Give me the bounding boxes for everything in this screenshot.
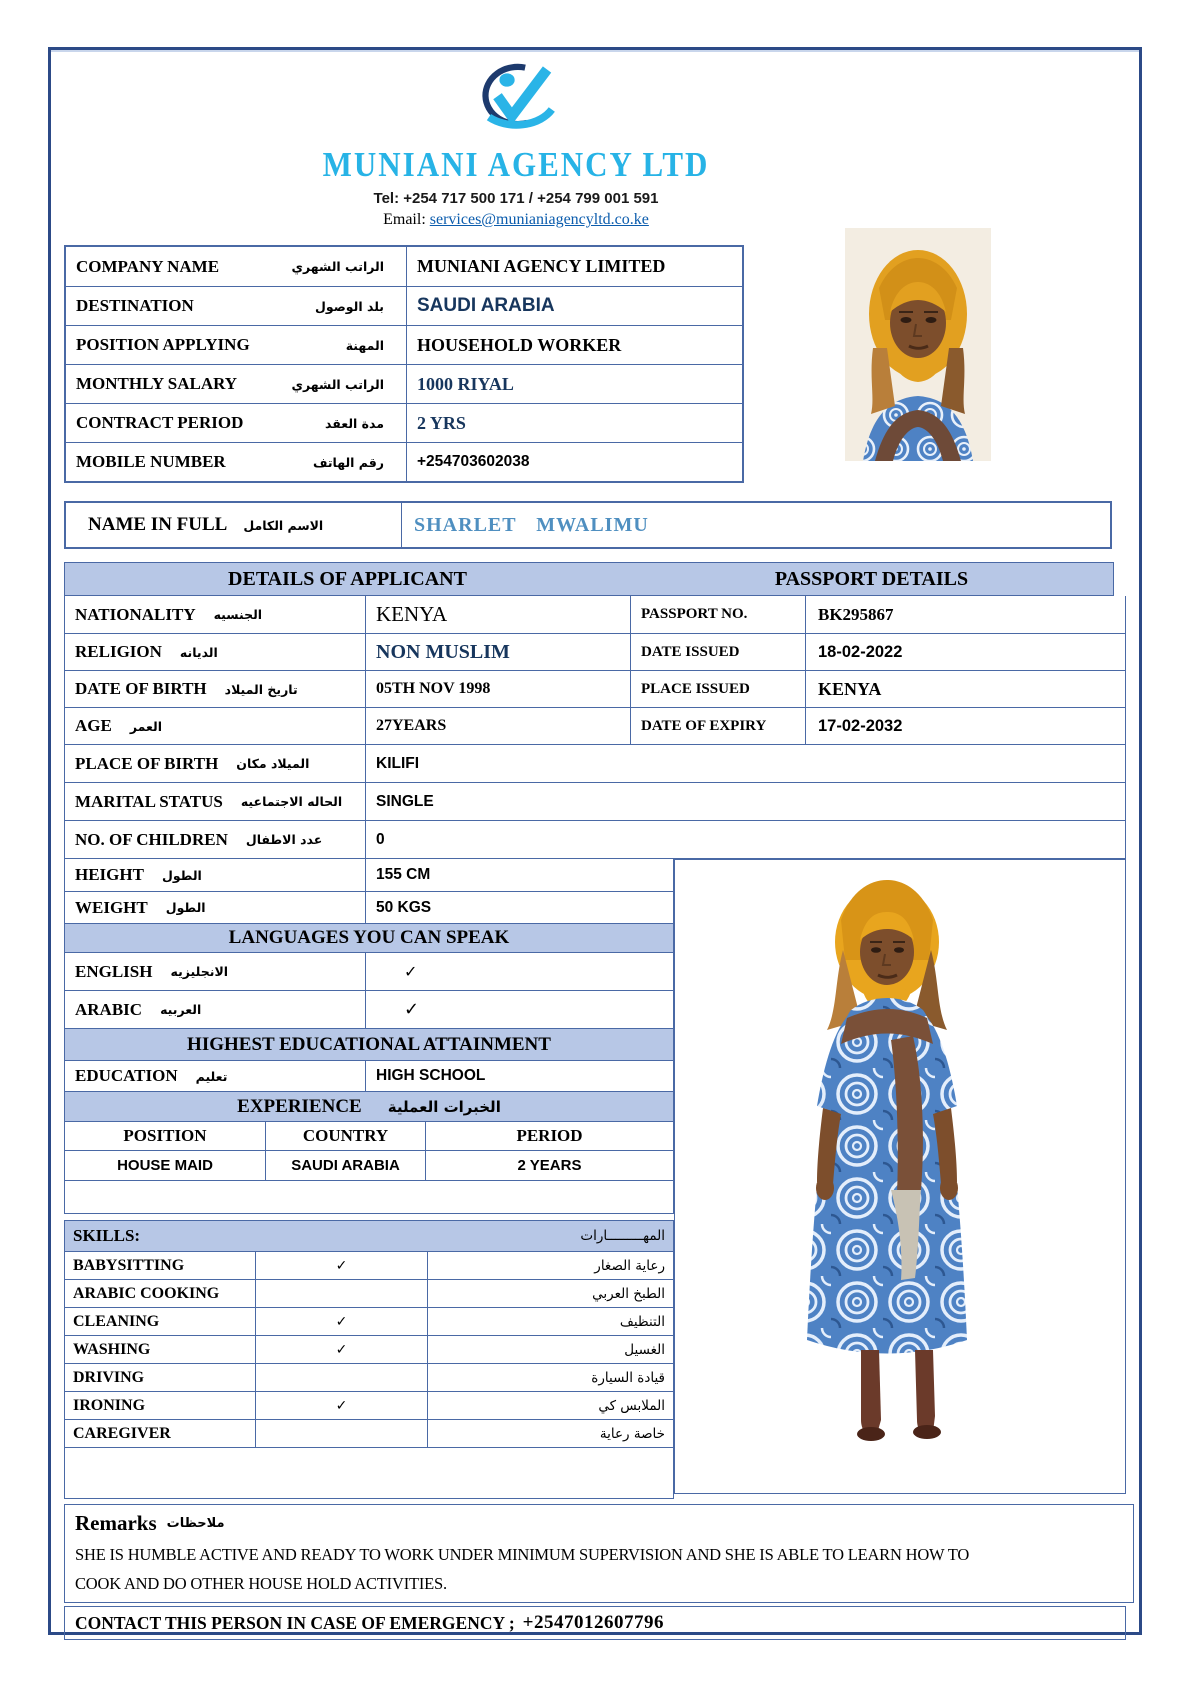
agency-header <box>291 60 741 229</box>
table-row <box>65 782 1125 820</box>
age-value: 27YEARS <box>365 708 630 744</box>
skill-label-arabic: الطبخ العربي <box>592 1285 665 1302</box>
nationality-value: KENYA <box>365 596 630 633</box>
field-label-arabic: الانجليزيه <box>170 964 229 979</box>
skills-title: SKILLS: <box>65 1221 427 1251</box>
table-row <box>65 596 1125 633</box>
field-label: NATIONALITY <box>75 604 196 624</box>
skill-label: DRIVING <box>73 1368 145 1386</box>
field-label: NAME IN FULL <box>88 514 228 535</box>
skill-row <box>65 1279 673 1307</box>
field-label: HEIGHT <box>75 865 144 884</box>
skill-label: WASHING <box>73 1340 151 1358</box>
section-title-passport: PASSPORT DETAILS <box>774 567 969 590</box>
skill-row <box>65 1307 673 1335</box>
date-issued-value: 18-02-2022 <box>805 634 1125 670</box>
education-value: HIGH SCHOOL <box>365 1061 673 1091</box>
skill-checkmark: ✓ <box>255 1252 427 1279</box>
field-label-arabic: الديانه <box>179 644 218 660</box>
passport-field-label: PLACE ISSUED <box>630 671 805 707</box>
experience-header-row <box>65 1121 673 1150</box>
field-label: POSITION APPLYING <box>76 335 250 354</box>
skill-label: BABYSITTING <box>73 1256 185 1274</box>
emergency-contact-label: CONTACT THIS PERSON IN CASE OF EMERGENCY ; <box>75 1612 515 1633</box>
table-row <box>66 442 742 481</box>
field-label-arabic: تعليم <box>195 1068 228 1084</box>
applicant-fullbody-photo-panel <box>674 859 1126 1494</box>
remarks-text-line2: COOK AND DO OTHER HOUSE HOLD ACTIVITIES. <box>75 1574 447 1593</box>
table-row <box>65 952 673 990</box>
experience-title-arabic: الخبرات العملية <box>387 1097 501 1116</box>
column-header-country: COUNTRY <box>265 1122 425 1150</box>
section-header-band <box>64 562 1114 596</box>
skill-checkmark: ✓ <box>255 1308 427 1335</box>
agency-logo-icon <box>468 60 563 140</box>
field-label-arabic: الطول <box>165 900 206 915</box>
skill-row <box>65 1363 673 1391</box>
agency-name: MUNIANI AGENCY LTD <box>322 144 710 185</box>
field-label: PLACE OF BIRTH <box>75 753 219 773</box>
lower-section <box>64 859 1126 1499</box>
applicant-passport-photo <box>845 228 991 461</box>
field-label-arabic: الراتب الشهري <box>291 376 384 392</box>
field-label-arabic: رقم الهاتف <box>312 454 384 470</box>
table-row <box>65 990 673 1028</box>
skill-label-arabic: الغسيل <box>624 1341 665 1358</box>
height-value: 155 CM <box>365 859 673 891</box>
column-header-position: POSITION <box>123 1126 207 1145</box>
field-label-arabic: الجنسيه <box>213 607 263 622</box>
passport-field-label: PASSPORT NO. <box>630 596 805 633</box>
field-label: DATE OF BIRTH <box>75 679 207 698</box>
religion-value: NON MUSLIM <box>365 634 630 670</box>
email-label: Email: <box>383 211 426 228</box>
experience-row <box>65 1150 673 1180</box>
field-label-arabic: بلد الوصول <box>315 298 384 314</box>
email-link[interactable]: services@munianiagencyltd.co.ke <box>429 211 649 228</box>
skill-row <box>65 1419 673 1447</box>
skill-row <box>65 1335 673 1363</box>
skill-row <box>65 1391 673 1419</box>
table-row <box>65 670 1125 707</box>
table-row <box>65 891 673 923</box>
skill-checkmark <box>255 1420 427 1447</box>
education-section-title: HIGHEST EDUCATIONAL ATTAINMENT <box>65 1028 673 1060</box>
table-row <box>66 247 742 286</box>
skill-checkmark <box>255 1280 427 1307</box>
skill-label-arabic: رعاية الصغار <box>594 1257 665 1274</box>
field-label: MARITAL STATUS <box>75 791 223 811</box>
agency-phone: Tel: +254 717 500 171 / +254 799 001 591 <box>373 190 659 207</box>
emergency-contact-number: +2547012607796 <box>522 1612 664 1633</box>
field-label: EDUCATION <box>75 1066 178 1085</box>
field-label-arabic: تاريخ الميلاد <box>224 681 298 697</box>
date-of-birth-value: 05TH NOV 1998 <box>365 671 630 707</box>
skill-label: CAREGIVER <box>73 1424 171 1442</box>
arabic-checkmark: ✓ <box>365 991 673 1028</box>
field-label-arabic: الراتب الشهري <box>291 259 384 274</box>
skill-checkmark: ✓ <box>255 1336 427 1363</box>
emergency-contact-section <box>64 1606 1126 1640</box>
field-label-arabic: المهنة <box>345 337 384 353</box>
field-label-arabic: عدد الاطفال <box>245 832 323 847</box>
field-label: RELIGION <box>75 642 162 661</box>
field-label-arabic: العربيه <box>160 1002 202 1017</box>
field-label-arabic: العمر <box>129 718 163 734</box>
field-label: NO. OF CHILDREN <box>75 829 228 849</box>
skill-checkmark: ✓ <box>255 1392 427 1419</box>
experience-section-title <box>65 1091 673 1121</box>
skills-header-row <box>65 1221 673 1251</box>
full-name-value: SHARLET MWALIMU <box>401 503 1110 547</box>
place-of-birth-value: KILIFI <box>365 745 1125 782</box>
skill-label-arabic: خاصة رعاية <box>599 1425 665 1442</box>
company-name-value: MUNIANI AGENCY LIMITED <box>406 247 742 286</box>
applicant-fullbody-photo <box>675 860 1126 1494</box>
left-column <box>64 859 674 1499</box>
field-label-arabic: الميلاد مكان <box>236 756 310 771</box>
experience-title: EXPERIENCE <box>237 1095 362 1117</box>
column-header-period: PERIOD <box>425 1122 673 1150</box>
attributes-table <box>64 859 674 1214</box>
remarks-section <box>64 1504 1134 1603</box>
experience-empty-row <box>65 1180 673 1213</box>
section-title-applicant: DETAILS OF APPLICANT <box>228 567 467 590</box>
table-row <box>65 633 1125 670</box>
skills-table <box>64 1220 674 1448</box>
field-label-arabic: مدة العقد <box>325 415 384 431</box>
experience-country: SAUDI ARABIA <box>265 1151 425 1180</box>
skill-label-arabic: قيادة السيارة <box>591 1369 665 1386</box>
skills-empty-area <box>64 1448 674 1499</box>
date-of-expiry-value: 17-02-2032 <box>805 708 1125 744</box>
table-row <box>66 403 742 442</box>
skill-label-arabic: الملابس كي <box>598 1397 665 1414</box>
skill-row <box>65 1251 673 1279</box>
table-row <box>65 820 1125 858</box>
name-table <box>64 501 1112 549</box>
destination-value: SAUDI ARABIA <box>406 287 742 325</box>
field-label: AGE <box>75 716 112 735</box>
contract-period-value: 2 YRS <box>406 404 742 442</box>
place-issued-value: KENYA <box>805 671 1125 707</box>
field-label: CONTRACT PERIOD <box>76 413 244 432</box>
document-frame <box>48 47 1142 1635</box>
table-row <box>66 286 742 325</box>
marital-status-value: SINGLE <box>365 783 1125 820</box>
details-table <box>64 596 1126 859</box>
remarks-title: Remarks <box>75 1511 157 1535</box>
skill-label-arabic: التنظيف <box>619 1313 665 1330</box>
english-checkmark: ✓ <box>365 953 673 990</box>
mobile-number-value: +254703602038 <box>406 443 742 481</box>
field-label-arabic: الحاله الاجتماعيه <box>240 794 343 809</box>
field-label: MONTHLY SALARY <box>76 374 238 393</box>
passport-no-value: BK295867 <box>805 596 1125 633</box>
remarks-title-arabic: ملاحظات <box>166 1516 225 1531</box>
agency-email-line <box>291 211 741 229</box>
field-label: ARABIC <box>75 999 143 1019</box>
table-row <box>66 503 1110 547</box>
children-count-value: 0 <box>365 821 1125 858</box>
table-row <box>65 744 1125 782</box>
table-row <box>65 859 673 891</box>
field-label: WEIGHT <box>75 897 148 917</box>
field-label: COMPANY NAME <box>76 256 220 276</box>
passport-field-label: DATE OF EXPIRY <box>630 708 805 744</box>
field-label-arabic: الطول <box>161 867 202 883</box>
experience-position: HOUSE MAID <box>117 1157 213 1174</box>
field-label: DESTINATION <box>76 296 194 315</box>
salary-value: 1000 RIYAL <box>406 365 742 403</box>
languages-section-title: LANGUAGES YOU CAN SPEAK <box>65 923 673 952</box>
table-row <box>65 1060 673 1091</box>
skill-label: IRONING <box>73 1396 146 1414</box>
company-table <box>64 245 744 483</box>
passport-field-label: DATE ISSUED <box>630 634 805 670</box>
field-label-arabic: الاسم الكامل <box>243 517 324 533</box>
position-value: HOUSEHOLD WORKER <box>406 326 742 364</box>
skill-label: ARABIC COOKING <box>73 1284 220 1302</box>
table-row <box>66 325 742 364</box>
skill-checkmark <box>255 1364 427 1391</box>
experience-period: 2 YEARS <box>425 1151 673 1180</box>
field-label: ENGLISH <box>75 961 153 981</box>
weight-value: 50 KGS <box>365 892 673 923</box>
remarks-text-line1: SHE IS HUMBLE ACTIVE AND READY TO WORK UNDER MINIMUM SUPERVISION AND SHE IS ABLE TO LEARN HOW TO <box>75 1545 970 1564</box>
skills-title-arabic: المهـــــــــارات <box>427 1221 673 1251</box>
table-row <box>65 707 1125 744</box>
table-row <box>66 364 742 403</box>
field-label: MOBILE NUMBER <box>76 452 226 471</box>
skill-label: CLEANING <box>73 1312 160 1330</box>
